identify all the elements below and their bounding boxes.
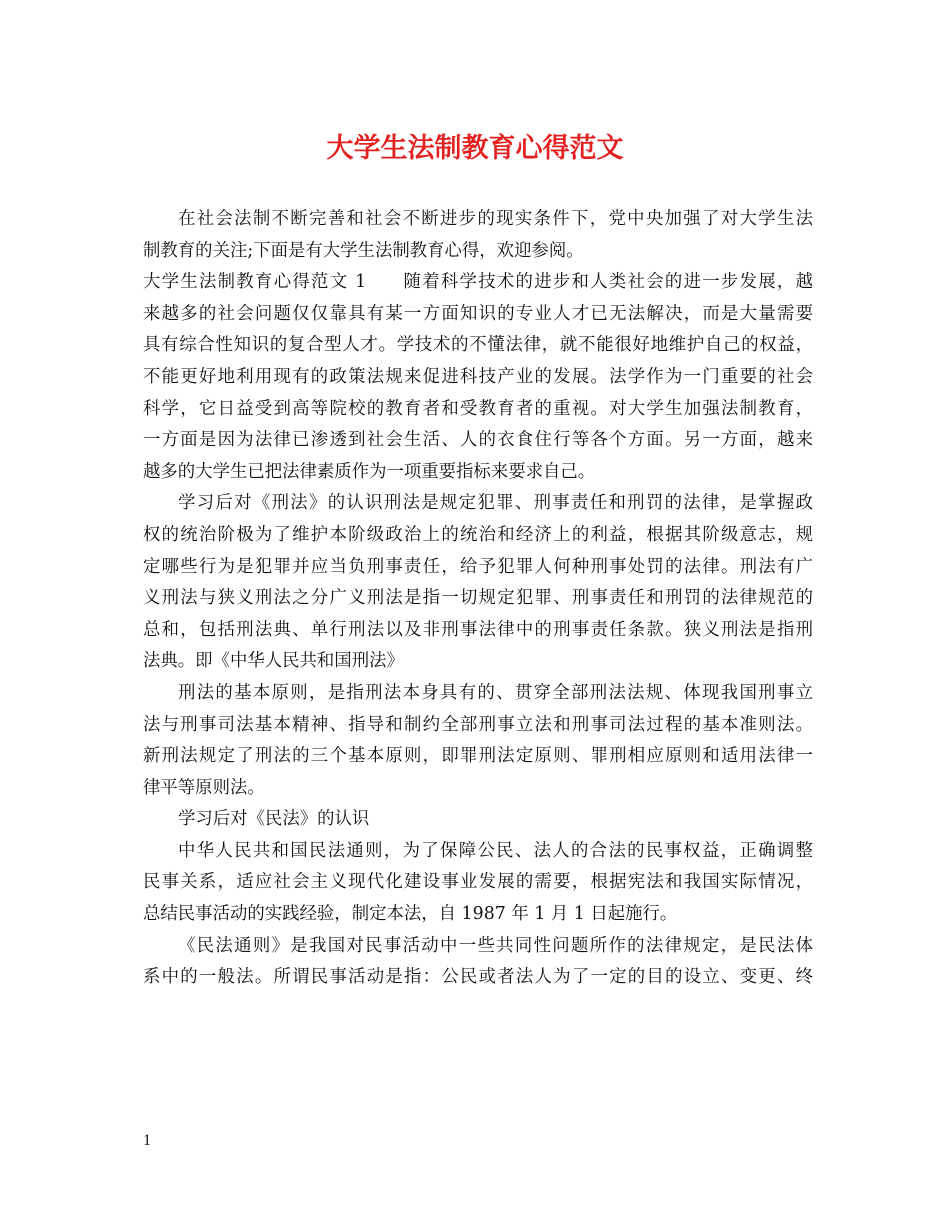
body-line: 民事关系，适应社会主义现代化建设事业发展的需要，根据宪法和我国实际情况， — [143, 872, 813, 893]
body-line: 法典。即《中华人民共和国刑法》 — [143, 651, 404, 672]
body-line: 中华人民共和国民法通则，为了保障公民、法人的合法的民事权益，正确调整 — [178, 840, 813, 861]
body-line: 一方面是因为法律已渗透到社会生活、人的衣食住行等各个方面。另一方面，越来 — [143, 430, 813, 451]
page-number: 1 — [143, 1132, 151, 1149]
body-line: 制教育的关注;下面是有大学生法制教育心得，欢迎参阅。 — [143, 240, 584, 261]
document-title: 大学生法制教育心得范文 — [326, 133, 624, 164]
body-line — [143, 267, 813, 299]
body-line: 学习后对《民法》的认识 — [178, 809, 370, 830]
body-line: 《民法通则》是我国对民事活动中一些共同性问题所作的法律规定，是民法体 — [178, 935, 813, 956]
body-line: 科学，它日益受到高等院校的教育者和受教育者的重视。对大学生加强法制教育， — [143, 398, 813, 419]
body-line: 系中的一般法。所谓民事活动是指：公民或者法人为了一定的目的设立、变更、终 — [143, 967, 813, 988]
body-line: 总和，包括刑法典、单行刑法以及非刑事法律中的刑事责任条款。狭义刑法是指刑 — [143, 619, 813, 640]
body-line: 义刑法与狭义刑法之分广义刑法是指一切规定犯罪、刑事责任和刑罚的法律规范的 — [143, 588, 813, 609]
body-line: 定哪些行为是犯罪并应当负刑事责任，给予犯罪人何种刑事处罚的法律。刑法有广 — [143, 556, 813, 577]
body-line: 权的统治阶极为了维护本阶级政治上的统治和经济上的利益，根据其阶级意志，规 — [143, 524, 813, 545]
body-line: 律平等原则法。 — [143, 777, 265, 798]
body-line: 来越多的社会问题仅仅靠具有某一方面知识的专业人才已无法解决，而是大量需要 — [143, 303, 813, 324]
body-line: 越多的大学生已把法律素质作为一项重要指标来要求自己。 — [143, 461, 596, 482]
body-line: 法与刑事司法基本精神、指导和制约全部刑事立法和刑事司法过程的基本准则法。 — [143, 714, 813, 735]
section-heading: 大学生法制教育心得范文 1 — [143, 272, 367, 293]
body-line: 总结民事活动的实践经验，制定本法，自 1987 年 1 月 1 日起施行。 — [143, 904, 678, 925]
body-line-fragment: 随着科学技术的进步和人类社会的进一步发展，越 — [402, 272, 813, 293]
body-line: 新刑法规定了刑法的三个基本原则，即罪刑法定原则、罪刑相应原则和适用法律一 — [143, 746, 813, 767]
body-line: 刑法的基本原则，是指刑法本身具有的、贯穿全部刑法法规、体现我国刑事立 — [178, 682, 813, 703]
document-body — [143, 204, 813, 994]
body-line: 不能更好地利用现有的政策法规来促进科技产业的发展。法学作为一门重要的社会 — [143, 366, 813, 387]
body-line: 具有综合性知识的复合型人才。学技术的不懂法律，就不能很好地维护自己的权益， — [143, 335, 813, 356]
body-line: 在社会法制不断完善和社会不断进步的现实条件下，党中央加强了对大学生法 — [178, 209, 813, 229]
body-line: 学习后对《刑法》的认识刑法是规定犯罪、刑事责任和刑罚的法律，是掌握政 — [178, 493, 813, 514]
